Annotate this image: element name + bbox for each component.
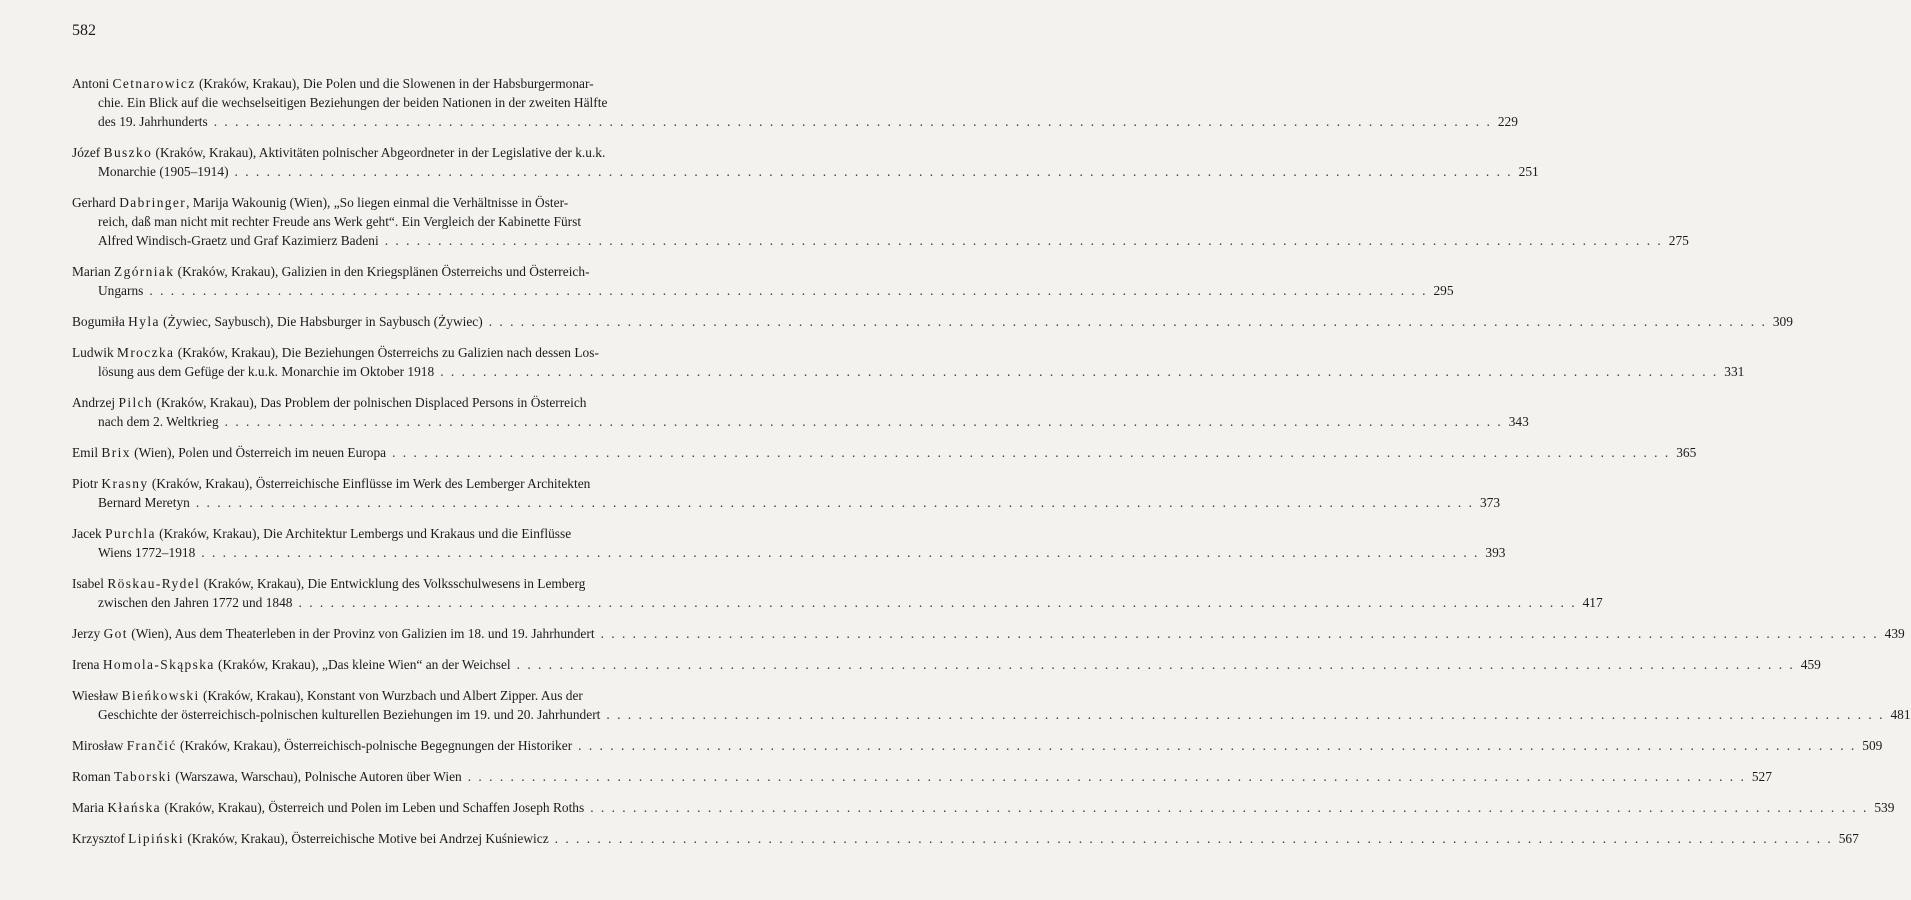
entry-title-text: chie. Ein Blick auf die wechselseitigen Beziehungen der beiden Nationen in der zweiten Hälfte <box>98 95 608 110</box>
author-first-name: Piotr <box>72 476 102 491</box>
entry-title-text: (Kraków, Krakau), Österreichisch-polnische Begegnungen der Historiker <box>176 738 573 753</box>
entry-title-line <box>72 524 720 543</box>
page-ref: 439 <box>1884 626 1905 641</box>
page-ref: 539 <box>1874 800 1895 815</box>
dot-leader: . . . . . . . . . . . . . . . . . . . . . . . . . . . . . . . . . . . . . . . . . . . . . . . . . . . . . . . . . . . . . . . . . . . . . . . . . . . . . . . . . . . . . . . . . . . . . . . . . . . . . . . . . . . . . . . . . . . . . . . . <box>384 233 1663 248</box>
author-surname: Zgórniak <box>114 264 175 279</box>
entry-last-line <box>72 543 1506 562</box>
page-ref: 459 <box>1800 657 1821 672</box>
entry-title-text: Wiens 1772–1918 <box>98 545 196 560</box>
dot-leader: . . . . . . . . . . . . . . . . . . . . . . . . . . . . . . . . . . . . . . . . . . . . . . . . . . . . . . . . . . . . . . . . . . . . . . . . . . . . . . . . . . . . . . . . . . . . . . . . . . . . . . . . . . . . . . . . . . . . . . . . <box>606 707 1885 722</box>
entry-title-text: (Kraków, Krakau), Das Problem der polnischen Displaced Persons in Österreich <box>153 395 587 410</box>
page-ref: 331 <box>1724 364 1745 379</box>
entry-last-line <box>72 493 1501 512</box>
page-ref: 481 <box>1890 707 1911 722</box>
page-ref: 527 <box>1751 769 1772 784</box>
author-surname: Röskau-Rydel <box>107 576 201 591</box>
author-first-name: Roman <box>72 769 115 784</box>
entry-title-text: (Żywiec, Saybusch), Die Habsburger in Saybusch (Żywiec) <box>159 314 483 329</box>
author-first-name: Maria <box>72 800 108 815</box>
entry-last-line <box>72 798 1895 817</box>
author-surname: Brix <box>101 445 131 460</box>
entry-last-line <box>72 655 1821 674</box>
dot-leader: . . . . . . . . . . . . . . . . . . . . . . . . . . . . . . . . . . . . . . . . . . . . . . . . . . . . . . . . . . . . . . . . . . . . . . . . . . . . . . . . . . . . . . . . . . . . . . . . . . . . . . . . . . . . . . . . . . . . . . . . <box>224 414 1503 429</box>
entry-title-line <box>72 686 720 705</box>
entry-last-line <box>72 593 1603 612</box>
page-ref: 417 <box>1582 595 1603 610</box>
dot-leader: . . . . . . . . . . . . . . . . . . . . . . . . . . . . . . . . . . . . . . . . . . . . . . . . . . . . . . . . . . . . . . . . . . . . . . . . . . . . . . . . . . . . . . . . . . . . . . . . . . . . . . . . . . . . . . . . . . . . . . . . <box>392 445 1671 460</box>
dot-leader: . . . . . . . . . . . . . . . . . . . . . . . . . . . . . . . . . . . . . . . . . . . . . . . . . . . . . . . . . . . . . . . . . . . . . . . . . . . . . . . . . . . . . . . . . . . . . . . . . . . . . . . . . . . . . . . . . . . . . . . . <box>600 626 1879 641</box>
toc-entry <box>72 736 1883 755</box>
page-ref: 343 <box>1508 414 1529 429</box>
entry-last-line <box>72 412 1529 431</box>
author-first-name: Krzysztof <box>72 831 129 846</box>
toc-entry <box>72 798 1895 817</box>
page-ref: 509 <box>1862 738 1883 753</box>
entry-last-line <box>72 829 1859 848</box>
page-ref: 309 <box>1772 314 1793 329</box>
author-first-name: Emil <box>72 445 102 460</box>
entry-title-line <box>72 143 720 162</box>
author-surname: Cetnarowicz <box>112 76 196 91</box>
toc-entry <box>72 312 1793 331</box>
dot-leader: . . . . . . . . . . . . . . . . . . . . . . . . . . . . . . . . . . . . . . . . . . . . . . . . . . . . . . . . . . . . . . . . . . . . . . . . . . . . . . . . . . . . . . . . . . . . . . . . . . . . . . . . . . . . . . . . . . . . . . . . <box>298 595 1577 610</box>
author-first-name: Jacek <box>72 526 106 541</box>
entry-title-text: Alfred Windisch-Graetz und Graf Kazimierz Badeni <box>98 233 379 248</box>
author-first-name: Bogumiła <box>72 314 129 329</box>
author-surname: Kłańska <box>107 800 162 815</box>
author-first-name: Irena <box>72 657 103 672</box>
page-ref: 567 <box>1838 831 1859 846</box>
dot-leader: . . . . . . . . . . . . . . . . . . . . . . . . . . . . . . . . . . . . . . . . . . . . . . . . . . . . . . . . . . . . . . . . . . . . . . . . . . . . . . . . . . . . . . . . . . . . . . . . . . . . . . . . . . . . . . . . . . . . . . . . <box>516 657 1795 672</box>
author-surname: Taborski <box>114 769 172 784</box>
entry-title-text: reich, daß man nicht mit rechter Freude ans Werk geht“. Ein Vergleich der Kabinette Fürst <box>98 214 582 229</box>
entry-title-text: (Kraków, Krakau), Die Entwicklung des Volksschulwesens in Lemberg <box>200 576 586 591</box>
entry-title-line <box>72 193 720 212</box>
entry-title-text: Bernard Meretyn <box>98 495 190 510</box>
toc-entry <box>72 393 1529 431</box>
author-first-name: Józef <box>72 145 104 160</box>
page-ref: 251 <box>1518 164 1539 179</box>
toc-entry <box>72 474 1501 512</box>
author-first-name: Mirosław <box>72 738 127 753</box>
author-surname: Buszko <box>103 145 153 160</box>
toc-entry <box>72 686 1911 724</box>
toc-entry <box>72 74 1518 131</box>
toc-entry <box>72 143 1539 181</box>
author-first-name: Antoni <box>72 76 113 91</box>
entry-title-line <box>72 574 720 593</box>
page-number: 582 <box>72 22 96 39</box>
entry-title-text: (Kraków, Krakau), Österreichische Einflüsse im Werk des Lemberger Architekten <box>148 476 591 491</box>
entry-title-line <box>72 393 720 412</box>
entry-title-line <box>72 74 720 93</box>
dot-leader: . . . . . . . . . . . . . . . . . . . . . . . . . . . . . . . . . . . . . . . . . . . . . . . . . . . . . . . . . . . . . . . . . . . . . . . . . . . . . . . . . . . . . . . . . . . . . . . . . . . . . . . . . . . . . . . . . . . . . . . . <box>578 738 1857 753</box>
entry-title-text: lösung aus dem Gefüge der k.u.k. Monarchie im Oktober 1918 <box>98 364 435 379</box>
toc-entry <box>72 262 1454 300</box>
entry-title-line <box>72 262 720 281</box>
author-first-name: Isabel <box>72 576 108 591</box>
toc-entry <box>72 193 1689 250</box>
author-surname: Krasny <box>101 476 149 491</box>
author-first-name: Wiesław <box>72 688 122 703</box>
entry-title-text: (Kraków, Krakau), Aktivitäten polnischer Abgeordneter in der Legislative der k.u.k. <box>152 145 606 160</box>
entry-last-line <box>72 443 1697 462</box>
entry-title-text: (Kraków, Krakau), Die Beziehungen Österreichs zu Galizien nach dessen Los- <box>174 345 599 360</box>
page-ref: 365 <box>1676 445 1697 460</box>
dot-leader: . . . . . . . . . . . . . . . . . . . . . . . . . . . . . . . . . . . . . . . . . . . . . . . . . . . . . . . . . . . . . . . . . . . . . . . . . . . . . . . . . . . . . . . . . . . . . . . . . . . . . . . . . . . . . . . . . . . . . . . . <box>488 314 1767 329</box>
author-surname: Lipiński <box>128 831 184 846</box>
dot-leader: . . . . . . . . . . . . . . . . . . . . . . . . . . . . . . . . . . . . . . . . . . . . . . . . . . . . . . . . . . . . . . . . . . . . . . . . . . . . . . . . . . . . . . . . . . . . . . . . . . . . . . . . . . . . . . . . . . . . . . . . <box>195 495 1474 510</box>
toc-entry <box>72 524 1506 562</box>
entry-last-line <box>72 767 1772 786</box>
author-surname: Frančić <box>126 738 177 753</box>
author-first-name: Ludwik <box>72 345 118 360</box>
entry-title-text: (Kraków, Krakau), Österreichische Motive bei Andrzej Kuśniewicz <box>184 831 549 846</box>
author-surname: Pilch <box>118 395 154 410</box>
table-of-contents <box>72 74 1911 860</box>
dot-leader: . . . . . . . . . . . . . . . . . . . . . . . . . . . . . . . . . . . . . . . . . . . . . . . . . . . . . . . . . . . . . . . . . . . . . . . . . . . . . . . . . . . . . . . . . . . . . . . . . . . . . . . . . . . . . . . . . . . . . . . . <box>440 364 1719 379</box>
dot-leader: . . . . . . . . . . . . . . . . . . . . . . . . . . . . . . . . . . . . . . . . . . . . . . . . . . . . . . . . . . . . . . . . . . . . . . . . . . . . . . . . . . . . . . . . . . . . . . . . . . . . . . . . . . . . . . . . . . . . . . . . <box>467 769 1746 784</box>
dot-leader: . . . . . . . . . . . . . . . . . . . . . . . . . . . . . . . . . . . . . . . . . . . . . . . . . . . . . . . . . . . . . . . . . . . . . . . . . . . . . . . . . . . . . . . . . . . . . . . . . . . . . . . . . . . . . . . . . . . . . . . . <box>554 831 1833 846</box>
page-ref: 393 <box>1485 545 1506 560</box>
entry-title-text: Ungarns <box>98 283 144 298</box>
author-surname: Dabringer <box>119 195 187 210</box>
page-ref: 275 <box>1668 233 1689 248</box>
entry-title-text: (Kraków, Krakau), „Das kleine Wien“ an der Weichsel <box>214 657 511 672</box>
entry-title-text: (Warszawa, Warschau), Polnische Autoren über Wien <box>171 769 462 784</box>
entry-title-line <box>72 474 720 493</box>
toc-entry <box>72 655 1821 674</box>
entry-last-line <box>72 624 1905 643</box>
entry-title-text: zwischen den Jahren 1772 und 1848 <box>98 595 293 610</box>
entry-title-text: des 19. Jahrhunderts <box>98 114 208 129</box>
author-surname: Got <box>103 626 128 641</box>
dot-leader: . . . . . . . . . . . . . . . . . . . . . . . . . . . . . . . . . . . . . . . . . . . . . . . . . . . . . . . . . . . . . . . . . . . . . . . . . . . . . . . . . . . . . . . . . . . . . . . . . . . . . . . . . . . . . . . . . . . . . . . . <box>234 164 1513 179</box>
toc-entry <box>72 574 1603 612</box>
page-ref: 229 <box>1497 114 1518 129</box>
entry-title-text: (Kraków, Krakau), Galizien in den Kriegsplänen Österreichs und Österreich- <box>174 264 590 279</box>
author-surname: Homola-Skąpska <box>102 657 215 672</box>
entry-title-line <box>72 343 720 362</box>
entry-title-text: (Wien), Aus dem Theaterleben in der Provinz von Galizien im 18. und 19. Jahrhundert <box>127 626 595 641</box>
entry-last-line <box>72 312 1793 331</box>
dot-leader: . . . . . . . . . . . . . . . . . . . . . . . . . . . . . . . . . . . . . . . . . . . . . . . . . . . . . . . . . . . . . . . . . . . . . . . . . . . . . . . . . . . . . . . . . . . . . . . . . . . . . . . . . . . . . . . . . . . . . . . . <box>201 545 1480 560</box>
entry-last-line <box>72 362 1745 381</box>
author-first-name: Jerzy <box>72 626 104 641</box>
author-first-name: Gerhard <box>72 195 120 210</box>
dot-leader: . . . . . . . . . . . . . . . . . . . . . . . . . . . . . . . . . . . . . . . . . . . . . . . . . . . . . . . . . . . . . . . . . . . . . . . . . . . . . . . . . . . . . . . . . . . . . . . . . . . . . . . . . . . . . . . . . . . . . . . . <box>213 114 1492 129</box>
toc-entry <box>72 343 1745 381</box>
entry-last-line <box>72 112 1518 131</box>
author-surname: Hyla <box>128 314 160 329</box>
entry-title-text: (Wien), Polen und Österreich im neuen Europa <box>130 445 387 460</box>
entry-title-line <box>72 93 720 112</box>
entry-title-text: (Kraków, Krakau), Die Polen und die Slowenen in der Habsburgermonar- <box>195 76 594 91</box>
entry-title-text: , Marija Wakounig (Wien), „So liegen einmal die Verhältnisse in Öster- <box>186 195 569 210</box>
author-surname: Purchla <box>105 526 156 541</box>
author-surname: Bieńkowski <box>121 688 200 703</box>
entry-title-line <box>72 212 720 231</box>
entry-title-text: (Kraków, Krakau), Die Architektur Lembergs und Krakaus und die Einflüsse <box>155 526 572 541</box>
entry-last-line <box>72 231 1689 250</box>
entry-title-text: (Kraków, Krakau), Konstant von Wurzbach und Albert Zipper. Aus der <box>199 688 583 703</box>
toc-entry <box>72 829 1859 848</box>
page-ref: 295 <box>1433 283 1454 298</box>
entry-last-line <box>72 162 1539 181</box>
entry-last-line <box>72 736 1883 755</box>
entry-title-text: Geschichte der österreichisch-polnischen kulturellen Beziehungen im 19. und 20. Jahrhundert <box>98 707 601 722</box>
entry-title-text: (Kraków, Krakau), Österreich und Polen im Leben und Schaffen Joseph Roths <box>161 800 585 815</box>
page-ref: 373 <box>1479 495 1501 510</box>
author-surname: Mroczka <box>117 345 175 360</box>
toc-entry <box>72 443 1697 462</box>
entry-title-text: Monarchie (1905–1914) <box>98 164 229 179</box>
toc-entry <box>72 767 1772 786</box>
entry-last-line <box>72 281 1454 300</box>
entry-title-text: nach dem 2. Weltkrieg <box>98 414 219 429</box>
author-first-name: Marian <box>72 264 115 279</box>
entry-last-line <box>72 705 1911 724</box>
author-first-name: Andrzej <box>72 395 119 410</box>
dot-leader: . . . . . . . . . . . . . . . . . . . . . . . . . . . . . . . . . . . . . . . . . . . . . . . . . . . . . . . . . . . . . . . . . . . . . . . . . . . . . . . . . . . . . . . . . . . . . . . . . . . . . . . . . . . . . . . . . . . . . . . . <box>149 283 1428 298</box>
toc-entry <box>72 624 1905 643</box>
dot-leader: . . . . . . . . . . . . . . . . . . . . . . . . . . . . . . . . . . . . . . . . . . . . . . . . . . . . . . . . . . . . . . . . . . . . . . . . . . . . . . . . . . . . . . . . . . . . . . . . . . . . . . . . . . . . . . . . . . . . . . . . <box>590 800 1869 815</box>
